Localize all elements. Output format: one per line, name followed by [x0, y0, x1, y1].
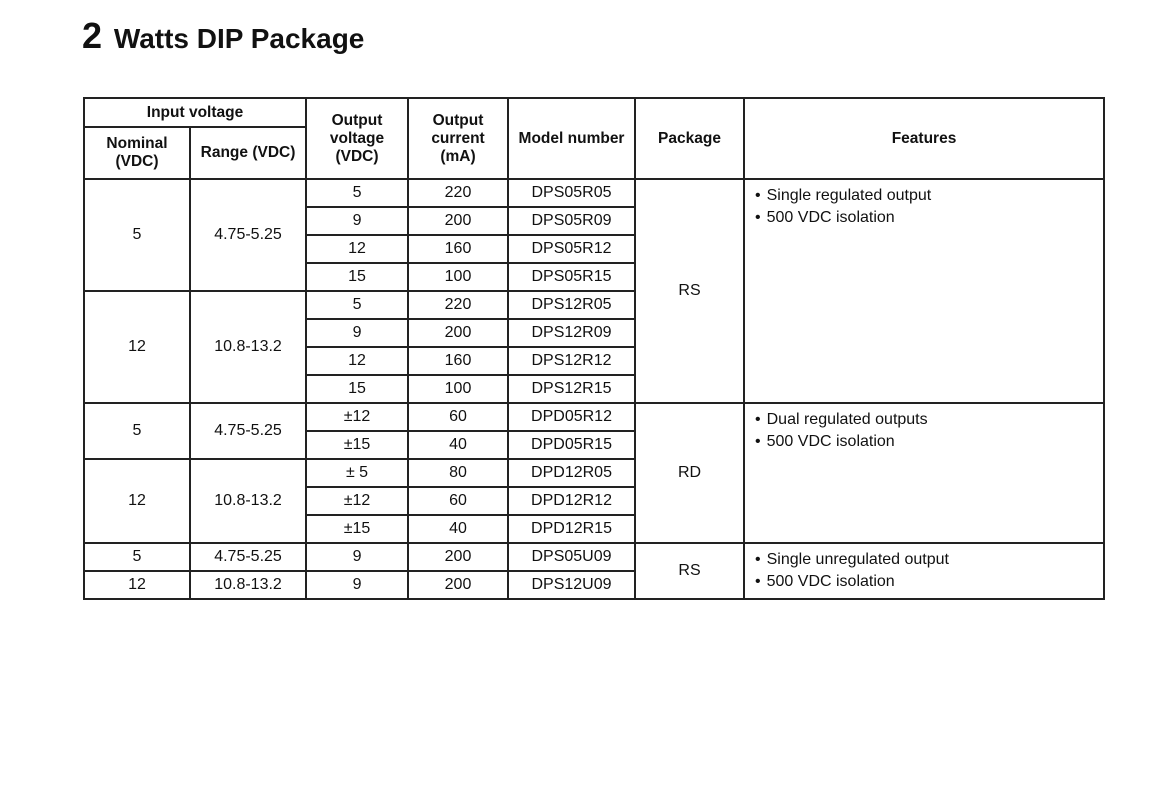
output-voltage-cell: ±15 — [306, 515, 408, 543]
output-voltage-cell: 12 — [306, 347, 408, 375]
model-number-cell: DPD12R15 — [508, 515, 635, 543]
features-header: Features — [744, 98, 1104, 179]
range-cell: 4.75-5.25 — [190, 179, 306, 291]
model-number-cell: DPS05R15 — [508, 263, 635, 291]
output-current-cell: 200 — [408, 319, 508, 347]
range-cell: 4.75-5.25 — [190, 403, 306, 459]
output-voltage-cell: 15 — [306, 263, 408, 291]
output-current-cell: 220 — [408, 291, 508, 319]
output-current-cell: 80 — [408, 459, 508, 487]
package-cell: RS — [635, 179, 744, 403]
page-title — [82, 14, 364, 61]
features-cell — [744, 403, 1104, 543]
range-cell: 10.8-13.2 — [190, 459, 306, 543]
package-header: Package — [635, 98, 744, 179]
output-current-cell: 40 — [408, 515, 508, 543]
nominal-cell: 5 — [84, 403, 190, 459]
output-voltage-cell: 9 — [306, 207, 408, 235]
feature-item: • 500 VDC isolation — [755, 207, 1091, 229]
output-voltage-cell: 5 — [306, 179, 408, 207]
features-cell — [744, 543, 1104, 599]
model-number-cell: DPS12R05 — [508, 291, 635, 319]
model-number-cell: DPS12R15 — [508, 375, 635, 403]
table-row — [84, 179, 1104, 207]
title-number: 2 — [82, 15, 103, 56]
output-current-cell: 100 — [408, 375, 508, 403]
spec-table — [83, 97, 1105, 600]
feature-item: • Dual regulated outputs — [755, 409, 1091, 431]
feature-item: • Single regulated output — [755, 185, 1091, 207]
range-cell: 10.8-13.2 — [190, 571, 306, 599]
model-number-cell: DPD12R12 — [508, 487, 635, 515]
output-voltage-cell: 15 — [306, 375, 408, 403]
output-voltage-cell: 5 — [306, 291, 408, 319]
features-list — [755, 409, 1091, 453]
output-voltage-cell: ±15 — [306, 431, 408, 459]
features-cell — [744, 179, 1104, 403]
output-voltage-cell: ± 5 — [306, 459, 408, 487]
model-number-cell: DPD05R15 — [508, 431, 635, 459]
model-number-cell: DPD12R05 — [508, 459, 635, 487]
features-list — [755, 185, 1091, 229]
package-cell: RS — [635, 543, 744, 599]
output-voltage-cell: ±12 — [306, 487, 408, 515]
table-row — [84, 543, 1104, 571]
nominal-cell: 5 — [84, 543, 190, 571]
model-number-cell: DPD05R12 — [508, 403, 635, 431]
output-current-cell: 40 — [408, 431, 508, 459]
model-number-cell: DPS12R09 — [508, 319, 635, 347]
output-current-cell: 200 — [408, 207, 508, 235]
range-cell: 10.8-13.2 — [190, 291, 306, 403]
output-current-cell: 60 — [408, 487, 508, 515]
nominal-cell: 12 — [84, 571, 190, 599]
output-current-cell: 160 — [408, 347, 508, 375]
feature-item: • 500 VDC isolation — [755, 431, 1091, 453]
model-number-cell: DPS05R09 — [508, 207, 635, 235]
output-current-cell: 200 — [408, 543, 508, 571]
output-current-cell: 100 — [408, 263, 508, 291]
output-current-cell: 60 — [408, 403, 508, 431]
model-number-cell: DPS05U09 — [508, 543, 635, 571]
model-number-cell: DPS05R12 — [508, 235, 635, 263]
range-header: Range (VDC) — [190, 127, 306, 179]
model-number-cell: DPS12R12 — [508, 347, 635, 375]
feature-item: • 500 VDC isolation — [755, 571, 1091, 593]
output-voltage-header: Output voltage (VDC) — [306, 98, 408, 179]
model-number-cell: DPS05R05 — [508, 179, 635, 207]
output-voltage-cell: 9 — [306, 543, 408, 571]
nominal-header: Nominal (VDC) — [84, 127, 190, 179]
output-voltage-cell: 12 — [306, 235, 408, 263]
output-voltage-cell: 9 — [306, 571, 408, 599]
output-current-header: Output current (mA) — [408, 98, 508, 179]
output-current-cell: 220 — [408, 179, 508, 207]
output-voltage-cell: 9 — [306, 319, 408, 347]
range-cell: 4.75-5.25 — [190, 543, 306, 571]
nominal-cell: 12 — [84, 291, 190, 403]
nominal-cell: 5 — [84, 179, 190, 291]
output-current-cell: 160 — [408, 235, 508, 263]
output-current-cell: 200 — [408, 571, 508, 599]
table-row — [84, 403, 1104, 431]
input-voltage-header: Input voltage — [84, 98, 306, 127]
feature-item: • Single unregulated output — [755, 549, 1091, 571]
title-text: Watts DIP Package — [113, 23, 365, 54]
output-voltage-cell: ±12 — [306, 403, 408, 431]
model-number-cell: DPS12U09 — [508, 571, 635, 599]
nominal-cell: 12 — [84, 459, 190, 543]
package-cell: RD — [635, 403, 744, 543]
features-list — [755, 549, 1091, 593]
model-number-header: Model number — [508, 98, 635, 179]
